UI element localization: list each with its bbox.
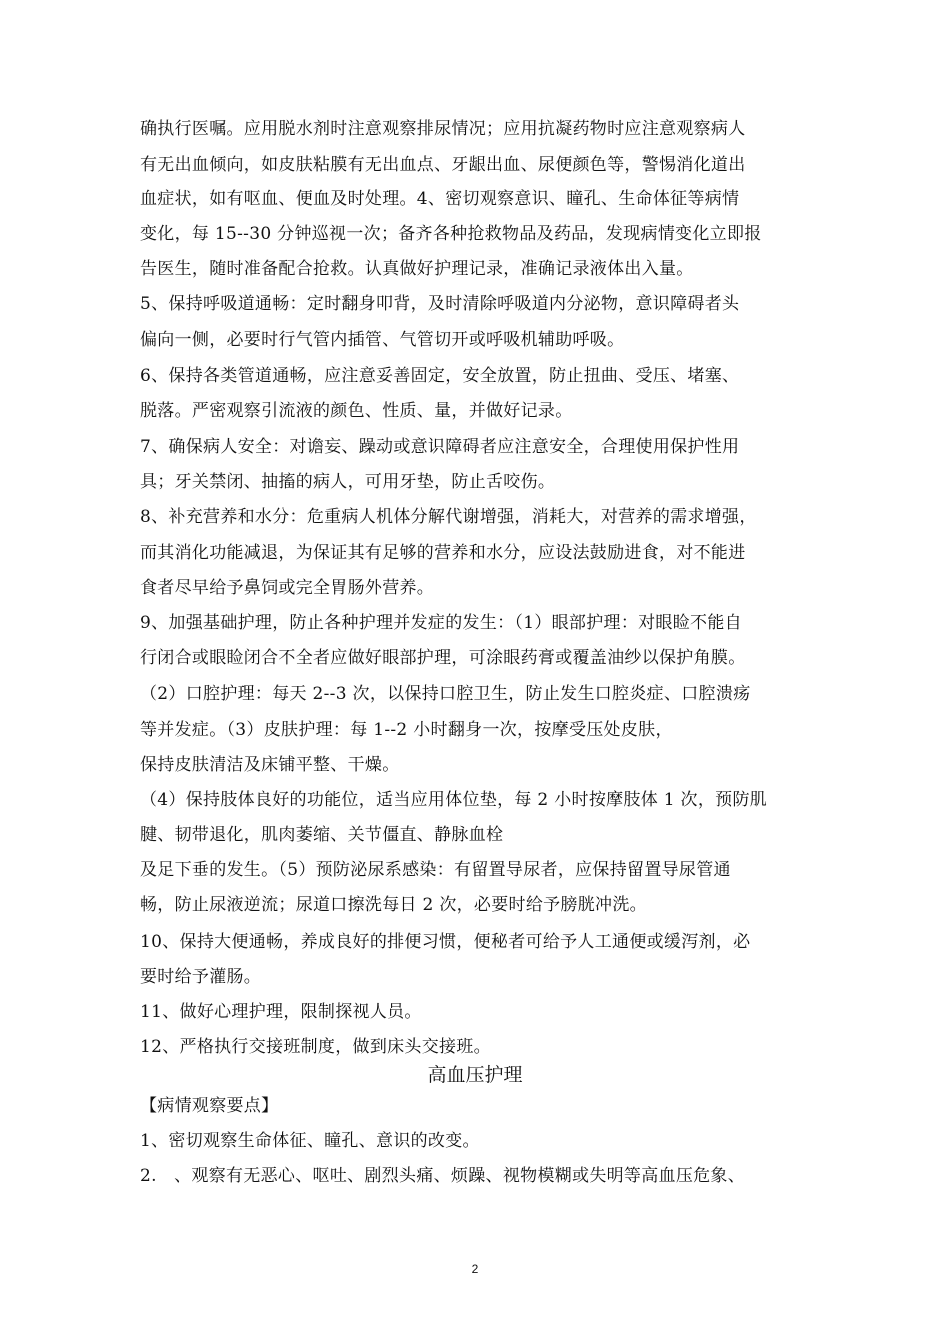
text-line: 等并发症。（3）皮肤护理：每 1--2 小时翻身一次，按摩受压处皮肤， bbox=[140, 720, 673, 740]
text-line: 12、严格执行交接班制度，做到床头交接班。 bbox=[140, 1037, 491, 1057]
text-line: 腱、韧带退化，肌肉萎缩、关节僵直、静脉血栓 bbox=[140, 825, 504, 845]
text-line: 8、补充营养和水分：危重病人机体分解代谢增强，消耗大，对营养的需求增强， bbox=[140, 507, 757, 527]
text-line: 偏向一侧，必要时行气管内插管、气管切开或呼吸机辅助呼吸。 bbox=[140, 330, 625, 350]
text-line: 畅，防止尿液逆流；尿道口擦洗每日 2 次，必要时给予膀胱冲洗。 bbox=[140, 895, 647, 915]
page-number: 2 bbox=[471, 1262, 479, 1276]
text-line: 告医生，随时准备配合抢救。认真做好护理记录，准确记录液体出入量。 bbox=[140, 259, 694, 279]
text-line: 11、做好心理护理，限制探视人员。 bbox=[140, 1002, 422, 1022]
text-line: （4）保持肢体良好的功能位，适当应用体位垫，每 2 小时按摩肢体 1 次，预防肌 bbox=[140, 790, 768, 810]
text-line: 5、保持呼吸道通畅：定时翻身叩背，及时清除呼吸道内分泌物，意识障碍者头 bbox=[140, 294, 740, 314]
text-line: 具；牙关禁闭、抽搐的病人，可用牙垫，防止舌咬伤。 bbox=[140, 472, 556, 492]
text-line: （2）口腔护理：每天 2--3 次，以保持口腔卫生，防止发生口腔炎症、口腔溃疡 bbox=[140, 684, 751, 704]
text-line: 变化，每 15--30 分钟巡视一次；备齐各种抢救物品及药品，发现病情变化立即报 bbox=[140, 224, 762, 244]
text-line: 食者尽早给予鼻饲或完全胃肠外营养。 bbox=[140, 578, 435, 598]
text-line: 确执行医嘱。应用脱水剂时注意观察排尿情况；应用抗凝药物时应注意观察病人 bbox=[140, 119, 746, 139]
text-line: 1、密切观察生命体征、瞳孔、意识的改变。 bbox=[140, 1131, 480, 1151]
text-line: 2. 、观察有无恶心、呕吐、剧烈头痛、烦躁、视物模糊或失明等高血压危象、 bbox=[140, 1166, 746, 1186]
text-line: 10、保持大便通畅，养成良好的排便习惯，便秘者可给予人工通便或缓泻剂，必 bbox=[140, 932, 751, 952]
text-line: 保持皮肤清洁及床铺平整、干燥。 bbox=[140, 755, 400, 775]
section-title: 高血压护理 bbox=[427, 1064, 523, 1086]
text-line: 脱落。严密观察引流液的颜色、性质、量，并做好记录。 bbox=[140, 401, 573, 421]
text-line: 行闭合或眼睑闭合不全者应做好眼部护理，可涂眼药膏或覆盖油纱以保护角膜。 bbox=[140, 648, 746, 668]
text-line: 而其消化功能减退，为保证其有足够的营养和水分，应设法鼓励进食，对不能进 bbox=[140, 543, 746, 563]
text-line: 要时给予灌肠。 bbox=[140, 967, 262, 987]
text-line: 血症状，如有呕血、便血及时处理。4、密切观察意识、瞳孔、生命体征等病情 bbox=[140, 189, 740, 209]
text-line: 有无出血倾向，如皮肤粘膜有无出血点、牙龈出血、尿便颜色等，警惕消化道出 bbox=[140, 155, 746, 175]
text-line: 及足下垂的发生。（5）预防泌尿系感染：有留置导尿者，应保持留置导尿管通 bbox=[140, 860, 731, 880]
text-line: 9、加强基础护理，防止各种护理并发症的发生：（1）眼部护理：对眼睑不能自 bbox=[140, 613, 742, 633]
text-line: 7、确保病人安全：对谵妄、躁动或意识障碍者应注意安全，合理使用保护性用 bbox=[140, 437, 740, 457]
text-line: 【病情观察要点】 bbox=[140, 1096, 279, 1116]
text-line: 6、保持各类管道通畅，应注意妥善固定，安全放置，防止扭曲、受压、堵塞、 bbox=[140, 366, 740, 386]
